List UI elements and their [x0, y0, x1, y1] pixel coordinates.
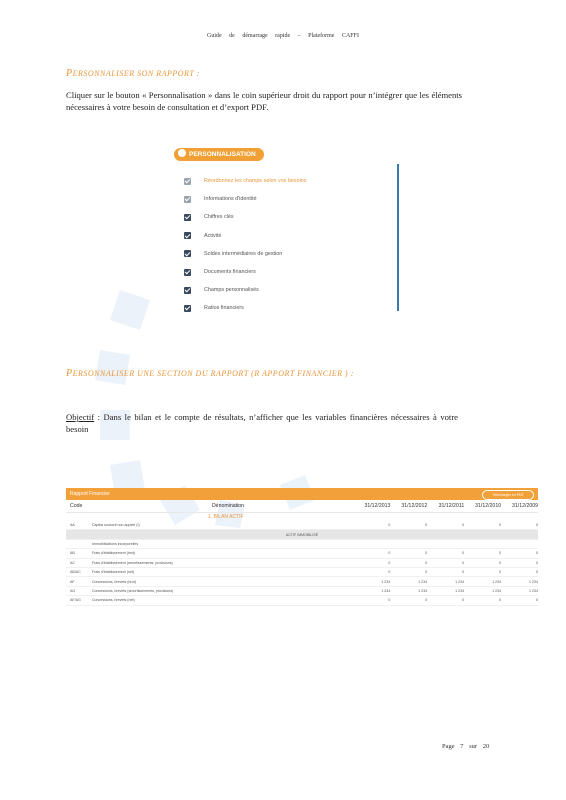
table-cell: 0 [499, 570, 502, 575]
table-cell: Frais d'établissement (amortissements, provisions) [91, 560, 173, 565]
table-cell: Frais d'établissement (net) [91, 570, 135, 575]
table-cell: 1 234 [381, 588, 391, 593]
personnalisation-item[interactable] [184, 263, 384, 281]
table-row [66, 559, 538, 568]
table-cell: 0 [536, 523, 538, 528]
table-cell: 1 234 [492, 588, 502, 593]
table-cell: 1 234 [455, 588, 465, 593]
table-cell: Frais d'établissement (brut) [91, 551, 136, 556]
table-cell: Concessions, brevets (net) [91, 598, 135, 603]
scrollbar[interactable] [397, 164, 399, 311]
table-cell: 1 234 [418, 579, 428, 584]
personnalisation-item[interactable] [184, 299, 384, 317]
table-row [66, 587, 538, 596]
table-cell: 0 [499, 560, 502, 565]
personnalisation-item-label: Réordonnez les champs selon vos besoins [204, 178, 307, 185]
table-cell: 0 [499, 551, 502, 556]
personnalisation-item[interactable] [184, 227, 384, 245]
personnalisation-item[interactable] [184, 281, 384, 299]
table-row [66, 577, 538, 586]
checkbox[interactable] [184, 269, 191, 276]
checkbox[interactable] [184, 305, 191, 312]
table-cell: 0 [388, 523, 391, 528]
table-cell: AB/AC [70, 570, 81, 575]
table-cell: AG [70, 588, 76, 593]
section-title-rest: ERSONNALISER UNE SECTION DU RAPPORT (R APPORT FINANCIER ) : [72, 369, 354, 378]
checkbox[interactable] [184, 250, 191, 257]
personnalisation-item-label: Documents financiers [204, 269, 256, 276]
table-cell: 0 [536, 560, 538, 565]
table-cell: 0 [388, 598, 391, 603]
personnalisation-item-label: Champs personnalisés [204, 287, 259, 294]
table-cell: AF/AG [70, 598, 81, 603]
checkbox[interactable] [184, 232, 191, 239]
personnalisation-item-label: Soldes intermédiaires de gestion [204, 250, 283, 257]
table-row [66, 568, 538, 577]
column-header: Code [70, 503, 83, 509]
checkbox[interactable] [184, 178, 191, 185]
table-row [66, 521, 538, 530]
table-cell: 1 234 [418, 588, 428, 593]
personnalisation-item-label: Ratios financiers [204, 305, 244, 312]
table-cell: 0 [425, 551, 428, 556]
table-cell: 0 [388, 570, 391, 575]
download-pdf-button[interactable]: Télécharger en PDF [482, 490, 534, 500]
checkbox[interactable] [184, 287, 191, 294]
table-cell: 0 [462, 570, 465, 575]
table-row [66, 540, 538, 549]
table-cell: Immobilisations incorporelles [92, 541, 139, 546]
section-title-personnaliser-section [66, 368, 354, 379]
table-cell: 0 [425, 560, 428, 565]
table-cell: 0 [499, 598, 502, 603]
table-cell: 0 [462, 560, 465, 565]
objective-paragraph [66, 412, 458, 435]
section-title-initial: P [66, 368, 73, 379]
page-header: Guide de démarrage rapide – Plateforme CAFFI [207, 33, 359, 39]
table-row [66, 596, 538, 605]
personnalisation-item-label: Chiffres clés [204, 214, 234, 221]
personnalisation-item-label: Informations d'identité [204, 196, 257, 203]
table-cell: AB [70, 551, 75, 556]
personnalisation-item[interactable] [184, 208, 384, 226]
table-cell: 0 [462, 598, 465, 603]
table-subtitle: 1. BILAN ACTIF [208, 514, 244, 520]
page-footer: Page 7 sur 20 [442, 743, 490, 750]
table-cell: 1 234 [529, 588, 538, 593]
objective-text: : Dans le bilan et le compte de résultats, n’afficher que les variables financières nécessaires à votre besoin [66, 412, 458, 434]
table-cell: Capital souscrit non appelé (I) [91, 523, 140, 528]
personnalisation-item[interactable] [184, 172, 384, 190]
table-cell: AA [70, 523, 75, 528]
instruction-paragraph: Cliquer sur le bouton « Personnalisation » dans le coin supérieur droit du rapport pour n’intégrer que les éléments nécessaires à votre besoin de consultation et d’export PDF. [66, 90, 462, 112]
rapport-financier-panel [66, 488, 538, 620]
table-cell: 0 [462, 551, 465, 556]
table-cell: 0 [536, 598, 538, 603]
column-header: 31/12/2009 [512, 503, 538, 509]
checkbox[interactable] [184, 196, 191, 203]
layers-icon [178, 149, 186, 157]
section-title-personnaliser-rapport [66, 68, 200, 79]
table-cell: 0 [536, 551, 538, 556]
personnalisation-panel [172, 146, 402, 311]
column-header: Dénomination [211, 503, 244, 509]
section-title-rest: ERSONNALISER SON RAPPORT : [72, 69, 200, 78]
personnalisation-item[interactable] [184, 190, 384, 208]
table-cell: 1 234 [381, 579, 391, 584]
table-cell: 0 [388, 560, 391, 565]
table-cell: 1 234 [492, 579, 502, 584]
table-cell: 0 [462, 523, 465, 528]
table-row [66, 549, 538, 558]
personnalisation-button-label: PERSONNALISATION [189, 151, 256, 158]
table-header-row [66, 500, 538, 513]
table-cell: 1 234 [529, 579, 538, 584]
personnalisation-item-label: Activité [204, 232, 222, 239]
checkbox[interactable] [184, 214, 191, 221]
column-header: 31/12/2011 [438, 503, 465, 509]
table-cell: Concessions, brevets (brut) [91, 579, 136, 584]
column-header: 31/12/2010 [475, 503, 502, 509]
table-cell: ACTIF IMMOBILISÉ [285, 532, 319, 537]
table-cell: Concessions, brevets (amortissements, provisions) [91, 588, 174, 593]
column-header: 31/12/2012 [401, 503, 428, 509]
personnalisation-list [184, 172, 384, 318]
rapport-header [66, 488, 538, 500]
table-cell: 0 [425, 598, 428, 603]
table-cell: 0 [425, 523, 428, 528]
rapport-title: Rapport Financier [70, 491, 110, 497]
column-header: 31/12/2013 [364, 503, 391, 509]
table-cell: AC [70, 560, 75, 565]
table-body [66, 521, 538, 606]
personnalisation-button[interactable] [174, 148, 264, 161]
table-row [66, 530, 538, 539]
table-cell: 0 [388, 551, 391, 556]
table-cell: 0 [425, 570, 428, 575]
objective-label: Objectif [66, 412, 95, 422]
table-cell: 1 234 [455, 579, 465, 584]
table-cell: 0 [536, 570, 538, 575]
table-cell: AF [70, 579, 75, 584]
personnalisation-item[interactable] [184, 245, 384, 263]
table-cell: 0 [499, 523, 502, 528]
section-title-initial: P [66, 68, 73, 79]
